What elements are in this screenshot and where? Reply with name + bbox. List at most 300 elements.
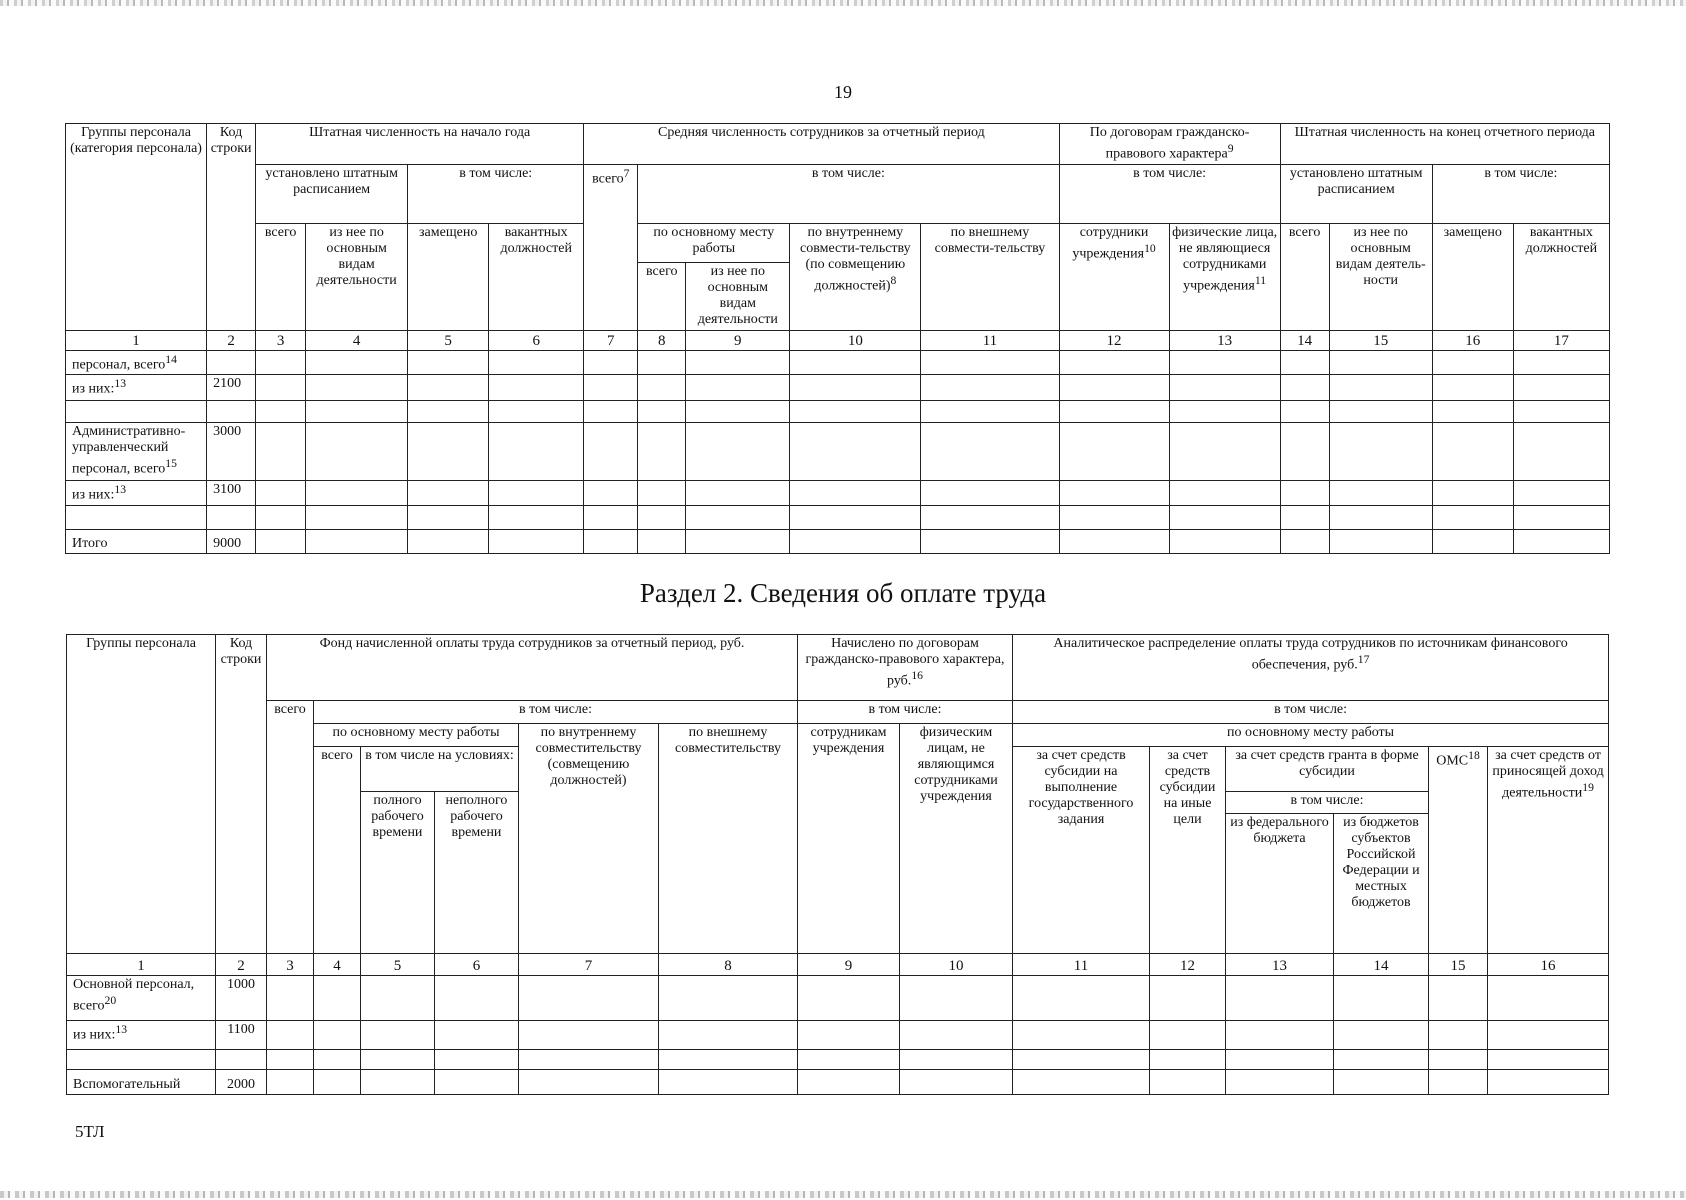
t2-h-code: Код строки	[216, 635, 267, 954]
empty-cell	[267, 1050, 314, 1070]
cell-text: из них:	[72, 381, 115, 397]
empty-cell	[306, 350, 408, 375]
table-cell: 1100	[216, 1021, 267, 1050]
table-cell: 3000	[207, 423, 256, 481]
table-cell: 6	[435, 954, 519, 976]
cell-text: за счет средств от приносящей доход деятельности	[1492, 748, 1604, 801]
t1-h-established-2: установлено штатным расписанием	[1280, 164, 1432, 223]
table-cell	[66, 350, 207, 375]
empty-cell	[921, 401, 1059, 423]
t1-h-vsego-main: всего	[638, 262, 686, 330]
table-row	[66, 350, 1610, 375]
empty-cell	[1329, 423, 1432, 481]
empty-cell	[256, 529, 306, 553]
empty-cell	[256, 375, 306, 401]
t1-h-employees	[1059, 223, 1169, 330]
empty-cell	[1280, 481, 1329, 506]
empty-cell	[314, 1021, 361, 1050]
table-cell: 4	[314, 954, 361, 976]
empty-cell	[1334, 1070, 1429, 1095]
footnote-ref: 17	[1357, 653, 1370, 666]
table-cell: 7	[519, 954, 659, 976]
empty-cell	[1013, 1021, 1150, 1050]
empty-cell	[790, 505, 921, 529]
empty-cell	[489, 375, 584, 401]
empty-cell	[790, 375, 921, 401]
empty-cell	[1513, 505, 1609, 529]
empty-cell	[314, 976, 361, 1021]
empty-cell	[1280, 529, 1329, 553]
scan-edge-bottom	[0, 1191, 1686, 1198]
empty-cell	[267, 976, 314, 1021]
t2-h-subsidy-other: за счет средств субсидии на иные цели	[1150, 747, 1226, 954]
t2-h-oms	[1429, 747, 1488, 954]
empty-cell	[1013, 976, 1150, 1021]
empty-cell	[1432, 375, 1513, 401]
empty-cell	[207, 505, 256, 529]
empty-cell	[1513, 423, 1609, 481]
empty-cell	[1169, 481, 1280, 506]
scan-edge-top	[0, 0, 1686, 6]
empty-cell	[1513, 481, 1609, 506]
empty-cell	[1432, 481, 1513, 506]
t2-h-income	[1488, 747, 1609, 954]
t2-h-vsego-2: всего	[314, 747, 361, 954]
empty-cell	[921, 423, 1059, 481]
cell-text: персонал, всего	[72, 357, 166, 373]
table-cell: 10	[790, 330, 921, 350]
empty-cell	[267, 1021, 314, 1050]
empty-cell	[1334, 976, 1429, 1021]
t2-header-row-1	[67, 635, 1609, 701]
table-cell: 13	[1169, 330, 1280, 350]
t1-h-gph	[1059, 124, 1280, 165]
empty-cell	[519, 1021, 659, 1050]
empty-cell	[489, 423, 584, 481]
t1-h-vsego7	[584, 164, 638, 330]
empty-cell	[638, 529, 686, 553]
empty-cell	[1013, 1070, 1150, 1095]
empty-cell	[638, 401, 686, 423]
empty-cell	[638, 375, 686, 401]
empty-cell	[435, 976, 519, 1021]
empty-cell	[408, 481, 489, 506]
table-row	[67, 1021, 1609, 1050]
t1-h-code: Код строки	[207, 124, 256, 331]
table-cell: 12	[1150, 954, 1226, 976]
empty-cell	[1059, 481, 1169, 506]
table-cell: 11	[1013, 954, 1150, 976]
table-cell: 4	[306, 330, 408, 350]
form-code: 5ТЛ	[75, 1122, 105, 1141]
cell-text: По договорам гражданско-правового характера	[1089, 125, 1250, 162]
empty-cell	[1059, 423, 1169, 481]
empty-cell	[67, 1050, 216, 1070]
empty-cell	[408, 375, 489, 401]
empty-cell	[900, 1050, 1013, 1070]
t1-header-row-1	[66, 124, 1610, 165]
empty-cell	[900, 1021, 1013, 1050]
empty-cell	[1150, 976, 1226, 1021]
empty-cell	[519, 976, 659, 1021]
t2-header-row-2	[67, 701, 1609, 724]
empty-cell	[584, 481, 638, 506]
t1-h-vsego-end: всего	[1280, 223, 1329, 330]
table-row	[66, 529, 1610, 553]
empty-cell	[686, 375, 790, 401]
empty-cell	[489, 350, 584, 375]
table-cell	[67, 1021, 216, 1050]
empty-cell	[1488, 1050, 1609, 1070]
footnote-ref: 13	[114, 483, 127, 497]
table-row	[66, 401, 1610, 423]
empty-cell	[1329, 505, 1432, 529]
empty-cell	[686, 505, 790, 529]
empty-cell	[1329, 529, 1432, 553]
empty-cell	[584, 529, 638, 553]
t1-h-main-place: по основному месту работы	[638, 223, 790, 262]
table-cell: 14	[1280, 330, 1329, 350]
empty-cell	[1432, 423, 1513, 481]
t2-h-vsego: всего	[267, 701, 314, 954]
empty-cell	[638, 481, 686, 506]
empty-cell	[1429, 1021, 1488, 1050]
empty-cell	[408, 423, 489, 481]
empty-cell	[216, 1050, 267, 1070]
empty-cell	[408, 505, 489, 529]
empty-cell	[1169, 529, 1280, 553]
empty-cell	[1329, 481, 1432, 506]
empty-cell	[1513, 375, 1609, 401]
table-row	[66, 423, 1610, 481]
t1-h-filled: замещено	[408, 223, 489, 330]
empty-cell	[1488, 976, 1609, 1021]
t2-h-gph	[798, 635, 1013, 701]
empty-cell	[921, 350, 1059, 375]
empty-cell	[686, 423, 790, 481]
t2-h-regional: из бюджетов субъектов Российской Федерации и местных бюджетов	[1334, 814, 1429, 954]
empty-cell	[408, 350, 489, 375]
section-2-title: Раздел 2. Сведения об оплате труда	[639, 578, 1047, 608]
empty-cell	[686, 481, 790, 506]
cell-text: из них:	[72, 487, 115, 503]
empty-cell	[256, 481, 306, 506]
empty-cell	[1013, 1050, 1150, 1070]
empty-cell	[1059, 529, 1169, 553]
empty-cell	[1334, 1050, 1429, 1070]
t2-h-in-that-2: в том числе:	[798, 701, 1013, 724]
t1-h-in-that-4: в том числе:	[1432, 164, 1609, 223]
t1-h-in-that-2: в том числе:	[638, 164, 1059, 223]
t2-h-to-employees: сотрудникам учреждения	[798, 724, 900, 954]
table-cell: 5	[408, 330, 489, 350]
footnote-ref: 18	[1468, 749, 1480, 762]
empty-cell	[1429, 1070, 1488, 1095]
table-cell: 3	[256, 330, 306, 350]
empty-cell	[256, 350, 306, 375]
t1-h-vacant-end: вакантных должностей	[1513, 223, 1609, 330]
table-cell: 1	[67, 954, 216, 976]
cell-text: Административно-управленческий персонал, всего	[72, 424, 186, 477]
empty-cell	[408, 529, 489, 553]
empty-cell	[638, 505, 686, 529]
t2-h-analytic	[1013, 635, 1609, 701]
t1-h-end-period: Штатная численность на конец отчетного периода	[1280, 124, 1609, 165]
empty-cell	[1169, 350, 1280, 375]
empty-cell	[686, 529, 790, 553]
footnote-ref: 9	[1227, 142, 1234, 155]
t2-h-in-that-3: в том числе:	[1013, 701, 1609, 724]
t2-h-grant: за счет средств гранта в форме субсидии	[1226, 747, 1429, 792]
empty-cell	[207, 401, 256, 423]
empty-cell	[1169, 423, 1280, 481]
t2-h-subsidy-state: за счет средств субсидии на выполнение государственного задания	[1013, 747, 1150, 954]
empty-cell	[1432, 350, 1513, 375]
table-cell: 9	[798, 954, 900, 976]
table-cell: 6	[489, 330, 584, 350]
cell-text: всего	[592, 171, 624, 187]
table-row	[67, 1050, 1609, 1070]
empty-cell	[1329, 350, 1432, 375]
table-cell: 8	[659, 954, 798, 976]
t1-h-of-which-main: из нее по основным видам деятельности	[306, 223, 408, 330]
empty-cell	[1329, 401, 1432, 423]
t1-h-established: установлено штатным расписанием	[256, 164, 408, 223]
empty-cell	[1432, 529, 1513, 553]
empty-cell	[1280, 350, 1329, 375]
empty-cell	[519, 1070, 659, 1095]
table-cell	[66, 375, 207, 401]
table-cell: Итого	[66, 529, 207, 553]
empty-cell	[1513, 401, 1609, 423]
t2-col-numbers	[67, 954, 1609, 976]
table-row	[67, 976, 1609, 1021]
empty-cell	[1513, 350, 1609, 375]
empty-cell	[798, 976, 900, 1021]
empty-cell	[584, 423, 638, 481]
table-cell: 16	[1488, 954, 1609, 976]
empty-cell	[361, 1050, 435, 1070]
empty-cell	[1280, 401, 1329, 423]
empty-cell	[584, 350, 638, 375]
table-cell: 10	[900, 954, 1013, 976]
table-cell: 1000	[216, 976, 267, 1021]
empty-cell	[1150, 1050, 1226, 1070]
empty-cell	[1059, 375, 1169, 401]
cell-text: сотрудники учреждения	[1072, 224, 1149, 262]
empty-cell	[686, 401, 790, 423]
footnote-ref: 15	[165, 457, 177, 471]
empty-cell	[686, 350, 790, 375]
footnote-ref: 7	[623, 166, 630, 180]
empty-cell	[1432, 401, 1513, 423]
table-cell: 16	[1432, 330, 1513, 350]
empty-cell	[435, 1021, 519, 1050]
footnote-ref: 19	[1582, 781, 1594, 794]
staff-count-table	[65, 123, 1610, 554]
empty-cell	[638, 350, 686, 375]
empty-cell	[1226, 1070, 1334, 1095]
t2-h-main-place: по основному месту работы	[314, 724, 519, 747]
empty-cell	[584, 401, 638, 423]
t1-h-internal	[790, 223, 921, 330]
empty-cell	[256, 505, 306, 529]
table-cell: 9000	[207, 529, 256, 553]
empty-cell	[1150, 1070, 1226, 1095]
empty-cell	[790, 350, 921, 375]
empty-cell	[638, 423, 686, 481]
t1-h-external: по внешнему совмести-тельству	[921, 223, 1059, 330]
empty-cell	[314, 1070, 361, 1095]
empty-cell	[1169, 375, 1280, 401]
t2-h-main-place-2: по основному месту работы	[1013, 724, 1609, 747]
empty-cell	[435, 1050, 519, 1070]
table-cell: 2	[216, 954, 267, 976]
empty-cell	[361, 1070, 435, 1095]
empty-cell	[489, 529, 584, 553]
empty-cell	[1280, 505, 1329, 529]
table-cell: 13	[1226, 954, 1334, 976]
table-cell: Вспомогательный	[67, 1070, 216, 1095]
table-row	[66, 481, 1610, 506]
table-cell: 11	[921, 330, 1059, 350]
t1-header-row-2	[66, 164, 1610, 223]
table-cell: 1	[66, 330, 207, 350]
table-cell: 3100	[207, 481, 256, 506]
empty-cell	[1429, 976, 1488, 1021]
empty-cell	[435, 1070, 519, 1095]
empty-cell	[1059, 505, 1169, 529]
table-cell: 15	[1329, 330, 1432, 350]
empty-cell	[489, 401, 584, 423]
empty-cell	[408, 401, 489, 423]
empty-cell	[921, 529, 1059, 553]
empty-cell	[489, 505, 584, 529]
t1-h-in-that-3: в том числе:	[1059, 164, 1280, 223]
empty-cell	[798, 1021, 900, 1050]
cell-text: Основной персонал, всего	[73, 977, 195, 1014]
table-cell: 8	[638, 330, 686, 350]
empty-cell	[306, 375, 408, 401]
empty-cell	[659, 976, 798, 1021]
empty-cell	[921, 375, 1059, 401]
empty-cell	[519, 1050, 659, 1070]
t2-h-full-time: полного рабочего времени	[361, 792, 435, 954]
table-cell: 2100	[207, 375, 256, 401]
empty-cell	[256, 423, 306, 481]
empty-cell	[1059, 350, 1169, 375]
cell-text: физические лица, не являющиеся сотрудниками учреждения	[1172, 224, 1278, 294]
table-row	[66, 375, 1610, 401]
t1-h-in-that: в том числе:	[408, 164, 584, 223]
payroll-table	[66, 634, 1609, 1095]
empty-cell	[361, 1021, 435, 1050]
empty-cell	[921, 505, 1059, 529]
t1-col-numbers	[66, 330, 1610, 350]
t2-h-federal: из федерального бюджета	[1226, 814, 1334, 954]
t1-h-start-year: Штатная численность на начало года	[256, 124, 584, 165]
empty-cell	[1226, 1021, 1334, 1050]
table-cell	[66, 481, 207, 506]
empty-cell	[306, 401, 408, 423]
empty-cell	[1329, 375, 1432, 401]
empty-cell	[1280, 375, 1329, 401]
empty-cell	[900, 1070, 1013, 1095]
empty-cell	[798, 1070, 900, 1095]
t1-h-physical	[1169, 223, 1280, 330]
table-row	[67, 1070, 1609, 1095]
empty-cell	[584, 505, 638, 529]
cell-text: по внутреннему совмести-тельству (по совмещению должностей)	[800, 224, 911, 294]
footnote-ref: 13	[114, 377, 127, 391]
empty-cell	[659, 1050, 798, 1070]
footnote-ref: 16	[911, 669, 923, 682]
table-cell: 2000	[216, 1070, 267, 1095]
t1-h-vsego: всего	[256, 223, 306, 330]
table-cell: 12	[1059, 330, 1169, 350]
t1-h-group: Группы персонала (категория персонала)	[66, 124, 207, 331]
footnote-ref: 11	[1254, 273, 1267, 287]
t2-h-internal: по внутреннему совместительству (совмещению должностей)	[519, 724, 659, 954]
page-number: 19	[834, 82, 852, 102]
cell-text: Аналитическое распределение оплаты труда сотрудников по источникам финансового обеспечения, руб.	[1053, 636, 1568, 673]
empty-cell	[1488, 1021, 1609, 1050]
table-row	[66, 505, 1610, 529]
empty-cell	[1488, 1070, 1609, 1095]
t2-h-external: по внешнему совместительству	[659, 724, 798, 954]
table-cell: 9	[686, 330, 790, 350]
t2-h-fund: Фонд начисленной оплаты труда сотрудников за отчетный период, руб.	[267, 635, 798, 701]
empty-cell	[66, 401, 207, 423]
empty-cell	[921, 481, 1059, 506]
table-cell	[66, 423, 207, 481]
empty-cell	[1169, 505, 1280, 529]
empty-cell	[1226, 976, 1334, 1021]
empty-cell	[584, 375, 638, 401]
t2-h-conditions: в том числе на условиях:	[361, 747, 519, 792]
t2-h-in-that-4: в том числе:	[1226, 792, 1429, 814]
table-cell: 7	[584, 330, 638, 350]
empty-cell	[1429, 1050, 1488, 1070]
footnote-ref: 14	[165, 352, 177, 366]
empty-cell	[1513, 529, 1609, 553]
t1-h-vacant: вакантных должностей	[489, 223, 584, 330]
t2-h-part-time: неполного рабочего времени	[435, 792, 519, 954]
t1-header-row-3	[66, 223, 1610, 262]
footnote-ref: 13	[115, 1023, 128, 1036]
table-cell: 15	[1429, 954, 1488, 976]
footnote-ref: 8	[890, 273, 897, 287]
t1-h-of-which-main-end: из нее по основным видам деятель-ности	[1329, 223, 1432, 330]
empty-cell	[790, 401, 921, 423]
empty-cell	[314, 1050, 361, 1070]
empty-cell	[1059, 401, 1169, 423]
empty-cell	[306, 529, 408, 553]
t1-h-of-which-main-2: из нее по основным видам деятельности	[686, 262, 790, 330]
empty-cell	[1169, 401, 1280, 423]
empty-cell	[1280, 423, 1329, 481]
footnote-ref: 10	[1144, 241, 1156, 255]
empty-cell	[256, 401, 306, 423]
empty-cell	[306, 423, 408, 481]
empty-cell	[790, 481, 921, 506]
empty-cell	[900, 976, 1013, 1021]
empty-cell	[1226, 1050, 1334, 1070]
empty-cell	[659, 1070, 798, 1095]
empty-cell	[66, 505, 207, 529]
table-cell: 5	[361, 954, 435, 976]
t2-h-in-that: в том числе:	[314, 701, 798, 724]
